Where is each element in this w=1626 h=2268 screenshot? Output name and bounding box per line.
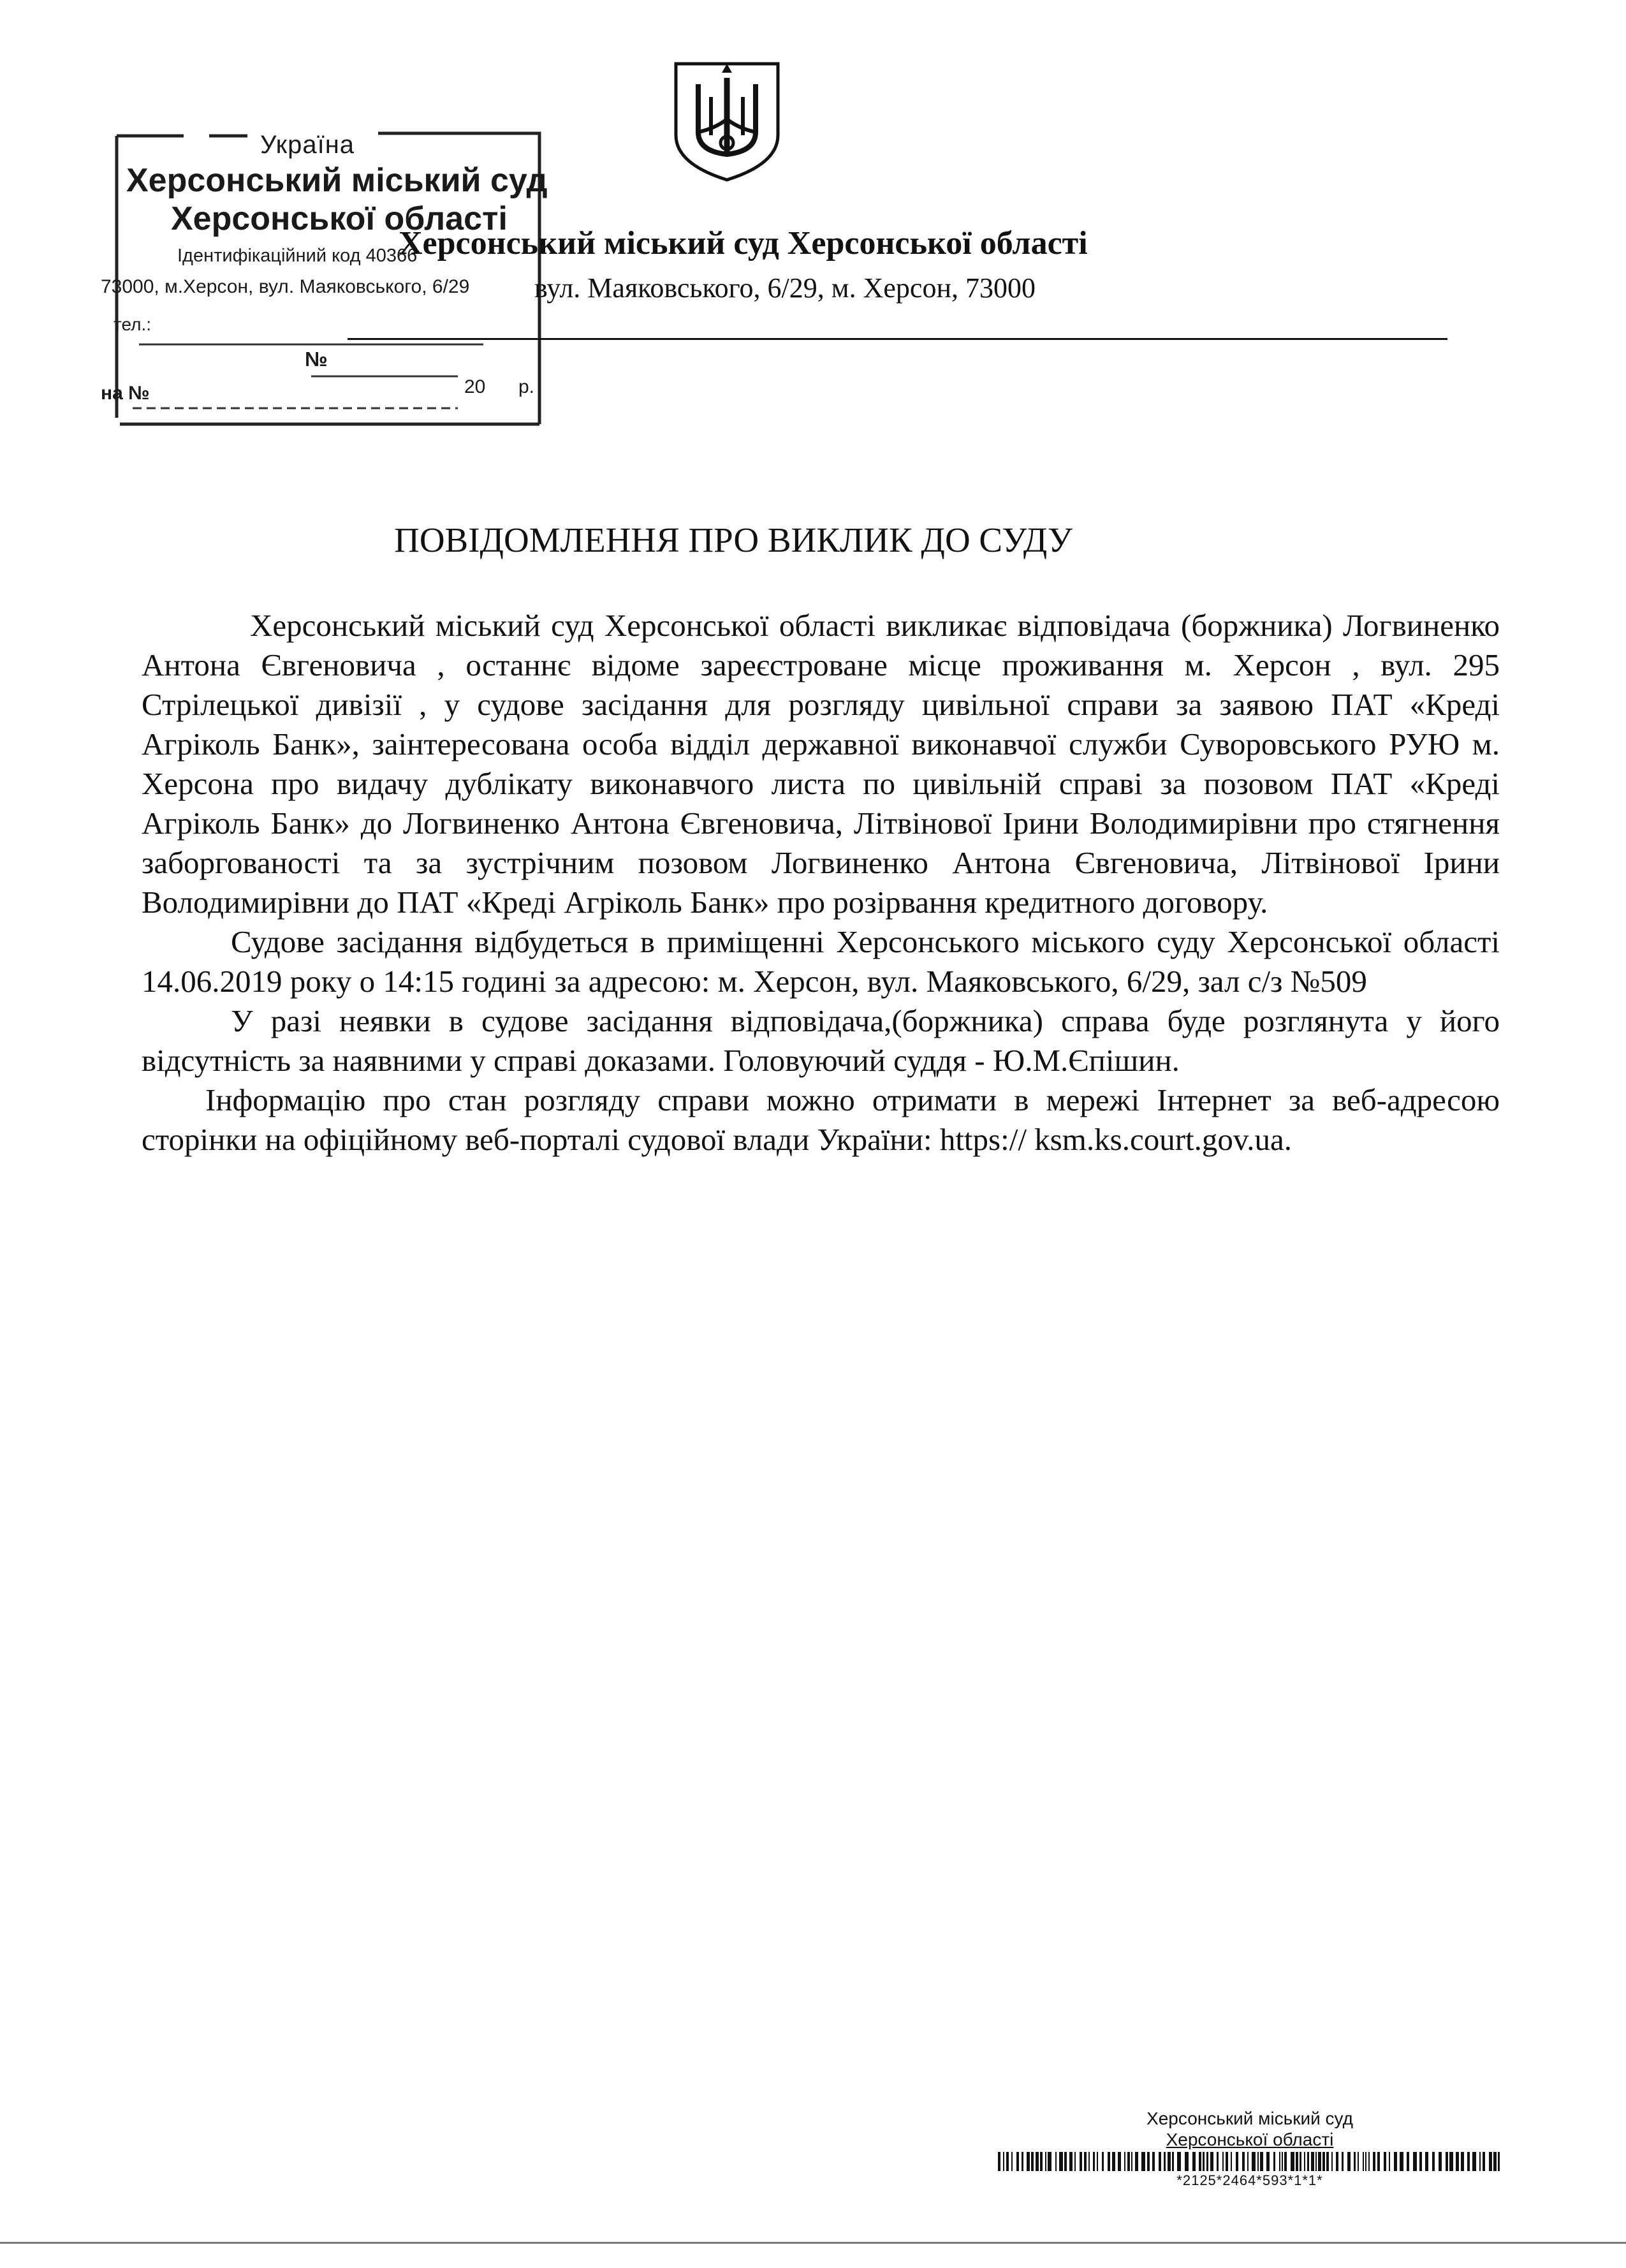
stamp-id-code: Ідентифікаційний код 40366 xyxy=(177,246,418,266)
stamp-year-suffix: р. xyxy=(518,376,535,397)
court-stamp xyxy=(101,124,553,431)
paragraph-online-info: Інформацію про стан розгляду справи можно отримати в мережі Інтернет за веб-адресою сторінки на офіційному веб-порталі судової влади України: https:// ksm.ks.court.gov.ua. xyxy=(142,1082,1500,1157)
barcode-court-name: Херсонський міський суд xyxy=(1146,2109,1353,2128)
barcode-number: *2125*2464*593*1*1* xyxy=(1176,2172,1323,2188)
paragraph-non-appearance: У разі неявки в судове засідання відповідача,(боржника) справа буде розглянута у його відсутність за наявними у справі доказами. Головуючий суддя - Ю.М.Єпішин. xyxy=(142,1003,1500,1078)
document-title: ПОВІДОМЛЕННЯ ПРО ВИКЛИК ДО СУДУ xyxy=(394,520,1073,559)
barcode-block xyxy=(998,2109,1502,2188)
document-body xyxy=(142,606,1500,1160)
court-letterhead-address: вул. Маяковського, 6/29, м. Херсон, 73000 xyxy=(534,272,1036,304)
stamp-court-region: Херсонської області xyxy=(171,200,508,237)
stamp-country: Україна xyxy=(260,131,355,159)
paragraph-summons: Херсонський міський суд Херсонської області викликає відповідача (боржника) Логвиненко Антона Євгеновича , останнє відоме зареєстроване місце проживання м. Херсон , вул. 295 Стрілецької дивізії , у судове засідання для розгляду цивільної справи за заявою ПАТ «Креді Агріколь Банк», заінтересована особа відділ державної виконавчої служби Суворовського РУЮ м. Херсона про видачу дублікату виконавчого листа по цивільній справі за позовом ПАТ «Креді Агріколь Банк» до Логвиненко Антона Євгеновича, Літвінової Ірини Володимирівни про стягнення заборгованості та за зустрічним позовом Логвиненко Антона Євгеновича, Літвінової Ірини Володимирівни до ПАТ «Креді Агріколь Банк» про розірвання кредитного договору. xyxy=(142,608,1500,920)
trident-coat-of-arms-icon xyxy=(670,59,784,183)
paragraph-hearing-details: Судове засідання відбудеться в приміщенні Херсонського міського суду Херсонської області 14.06.2019 року о 14:15 годині за адресою: м. Херсон, вул. Маяковського, 6/29, зал с/з №509 xyxy=(142,924,1500,999)
stamp-reference-label: на № xyxy=(101,383,150,404)
barcode-court-region: Херсонської області xyxy=(1166,2130,1334,2149)
scan-edge-line xyxy=(0,2242,1626,2244)
stamp-year: 20 xyxy=(464,376,486,397)
court-letterhead-title: Херсонський міський суд Херсонської області xyxy=(399,225,1088,261)
stamp-number-label: № xyxy=(305,348,328,371)
stamp-court-name: Херсонський міський суд xyxy=(126,162,548,199)
stamp-address: 73000, м.Херсон, вул. Маяковського, 6/29 xyxy=(101,276,470,297)
barcode xyxy=(998,2152,1502,2171)
stamp-phone-label: тел.: xyxy=(114,314,152,334)
letterhead-divider xyxy=(348,338,1447,340)
